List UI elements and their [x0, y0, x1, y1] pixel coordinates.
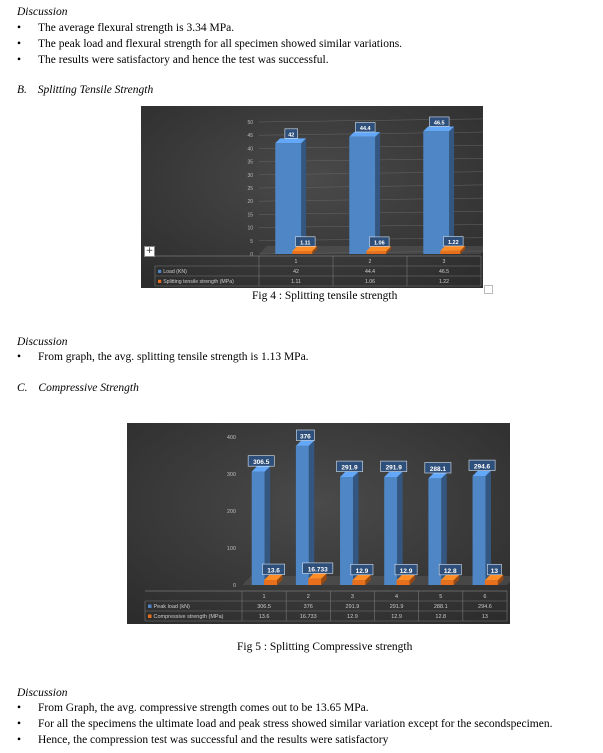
primary-bar-label: 288.1	[429, 466, 447, 474]
legend-label: Compressive strength (MPa)	[153, 614, 224, 620]
y-tick-label: 40	[247, 146, 253, 153]
secondary-bar-front	[397, 580, 410, 585]
bullet-marker: •	[17, 22, 22, 34]
chart-background	[127, 423, 510, 624]
y-tick-label: 400	[226, 435, 236, 441]
bullet-text: From Graph, the avg. compressive strength comes out to be 13.65 MPa.	[38, 702, 369, 714]
table-value: 306.5	[257, 604, 271, 610]
table-value: 291.9	[389, 604, 404, 610]
table-value: 46.5	[438, 269, 450, 275]
y-tick-label: 5	[250, 238, 253, 245]
table-value: 376	[303, 604, 313, 610]
primary-bar	[423, 126, 454, 254]
legend-label: Load (KN)	[163, 269, 187, 275]
legend-swatch	[148, 605, 152, 609]
bullet-text: The average flexural strength is 3.34 MPa.	[38, 22, 235, 34]
x-category-label: 5	[439, 594, 443, 600]
table-value: 1.22	[438, 279, 450, 285]
secondary-bar	[366, 246, 391, 254]
y-tick-label: 0	[232, 583, 236, 589]
chart-resize-handle[interactable]	[484, 285, 493, 294]
y-tick-label: 15	[247, 212, 253, 219]
section-c-title: Compressive Strength	[38, 382, 139, 394]
y-tick-label: 200	[226, 509, 236, 515]
table-value: 294.6	[478, 604, 492, 610]
secondary-bar-front	[292, 251, 312, 254]
y-tick-label: 100	[226, 546, 236, 552]
secondary-bar-label: 12.9	[355, 567, 369, 575]
x-category-label: 1	[262, 594, 266, 600]
discussion-heading-3: Discussion	[17, 687, 68, 699]
legend-swatch	[158, 270, 161, 273]
y-tick-label: 45	[247, 133, 253, 140]
x-category-label: 4	[395, 594, 399, 600]
secondary-bar-label: 1.06	[373, 240, 385, 247]
compressive-strength-chart	[127, 423, 510, 624]
secondary-bar-front	[440, 251, 460, 254]
primary-bar-front	[349, 137, 375, 254]
x-category-label: 3	[442, 259, 446, 265]
table-value: 16.733	[299, 614, 317, 620]
bullet-marker: •	[17, 734, 22, 746]
splitting-tensile-chart-svg	[141, 106, 483, 288]
section-b-title: Splitting Tensile Strength	[37, 84, 154, 96]
primary-bar	[349, 132, 380, 254]
primary-bar-side	[449, 126, 454, 254]
secondary-bar-label: 16.733	[307, 566, 328, 574]
bullet-text: The results were satisfactory and hence the test was successful.	[38, 54, 329, 66]
secondary-bar-label: 12.9	[399, 567, 413, 575]
y-tick-label: 25	[247, 186, 253, 192]
y-tick-label: 50	[247, 120, 253, 126]
secondary-bar	[292, 246, 317, 254]
bullet-text: The peak load and flexural strength for all specimen showed similar variations.	[38, 38, 403, 50]
discussion-heading-1: Discussion	[17, 6, 68, 18]
y-tick-label: 0	[250, 252, 253, 258]
y-tick-label: 35	[247, 159, 253, 166]
primary-bar-top	[423, 126, 454, 131]
bullet-text: Hence, the compression test was successful and the results were satisfactory	[38, 734, 389, 746]
primary-bar-label: 376	[299, 433, 311, 441]
secondary-bar-label: 12.8	[443, 567, 457, 575]
primary-bar-top	[349, 132, 380, 137]
secondary-bar-label: 13	[490, 567, 499, 575]
discussion-heading-2: Discussion	[17, 336, 68, 348]
secondary-bar-front	[352, 580, 365, 585]
y-tick-label: 10	[247, 225, 253, 232]
x-category-label: 6	[483, 594, 487, 600]
table-value: 1.06	[364, 279, 376, 285]
primary-bar-top	[275, 138, 306, 143]
table-value: 288.1	[433, 604, 448, 610]
y-tick-label: 300	[226, 472, 236, 478]
primary-bar-label: 294.6	[473, 463, 491, 471]
bullet-marker: •	[17, 54, 22, 66]
secondary-bar-label: 1.22	[447, 239, 459, 246]
primary-bar-front	[423, 131, 449, 254]
y-tick-label: 20	[247, 199, 253, 206]
primary-bar-label: 306.5	[253, 459, 270, 467]
primary-bar-side	[375, 132, 380, 254]
secondary-bar-front	[366, 251, 386, 254]
table-value: 13.6	[258, 614, 270, 620]
bullet-marker: •	[17, 38, 22, 50]
x-category-label: 2	[306, 594, 310, 600]
y-tick-label: 30	[247, 172, 253, 179]
legend-swatch	[158, 280, 161, 283]
secondary-bar-label: 1.11	[300, 240, 311, 247]
x-category-label: 1	[294, 259, 298, 265]
primary-bar-label: 44.4	[359, 125, 371, 132]
table-value: 12.9	[391, 614, 402, 620]
bullet-marker: •	[17, 718, 22, 730]
legend-label: Splitting tensile strength (MPa)	[163, 279, 234, 285]
table-value: 13	[481, 614, 488, 620]
table-value: 1.11	[291, 279, 301, 285]
table-value: 12.9	[347, 614, 358, 620]
table-value: 44.4	[364, 269, 376, 275]
secondary-bar-front	[441, 580, 454, 585]
x-category-label: 3	[350, 594, 354, 600]
secondary-bar-label: 13.6	[267, 567, 280, 575]
fig5-caption: Fig 5 : Splitting Compressive strength	[237, 641, 413, 653]
primary-bar-label: 46.5	[433, 120, 445, 127]
section-c-heading	[17, 382, 139, 394]
chart-move-handle-icon[interactable]: +	[145, 246, 154, 256]
compressive-strength-chart-svg	[127, 423, 510, 624]
table-value: 291.9	[345, 604, 360, 610]
bullet-text: For all the specimens the ultimate load and peak stress showed similar variation except for the secondspecimen.	[38, 718, 553, 730]
primary-bar-label: 291.9	[385, 464, 402, 472]
primary-bar-front	[473, 476, 486, 585]
secondary-bar-front	[264, 580, 277, 585]
fig4-caption: Fig 4 : Splitting tensile strength	[252, 290, 398, 302]
section-c-number: C.	[17, 382, 28, 394]
table-value: 42	[293, 269, 299, 275]
section-b-number: B.	[17, 84, 27, 96]
primary-bar-label: 42	[288, 132, 295, 139]
bullet-text: From graph, the avg. splitting tensile strength is 1.13 MPa.	[38, 351, 309, 363]
x-category-label: 2	[368, 259, 372, 265]
legend-label: Peak load (kN)	[153, 604, 190, 610]
splitting-tensile-chart	[141, 106, 483, 288]
bullet-marker: •	[17, 351, 22, 363]
bullet-marker: •	[17, 702, 22, 714]
secondary-bar-front	[308, 579, 321, 585]
primary-bar-label: 291.9	[341, 464, 358, 472]
table-value: 12.8	[435, 614, 447, 620]
legend-swatch	[148, 615, 152, 619]
secondary-bar	[440, 246, 465, 254]
secondary-bar-front	[485, 580, 498, 585]
section-b-heading	[17, 84, 153, 96]
